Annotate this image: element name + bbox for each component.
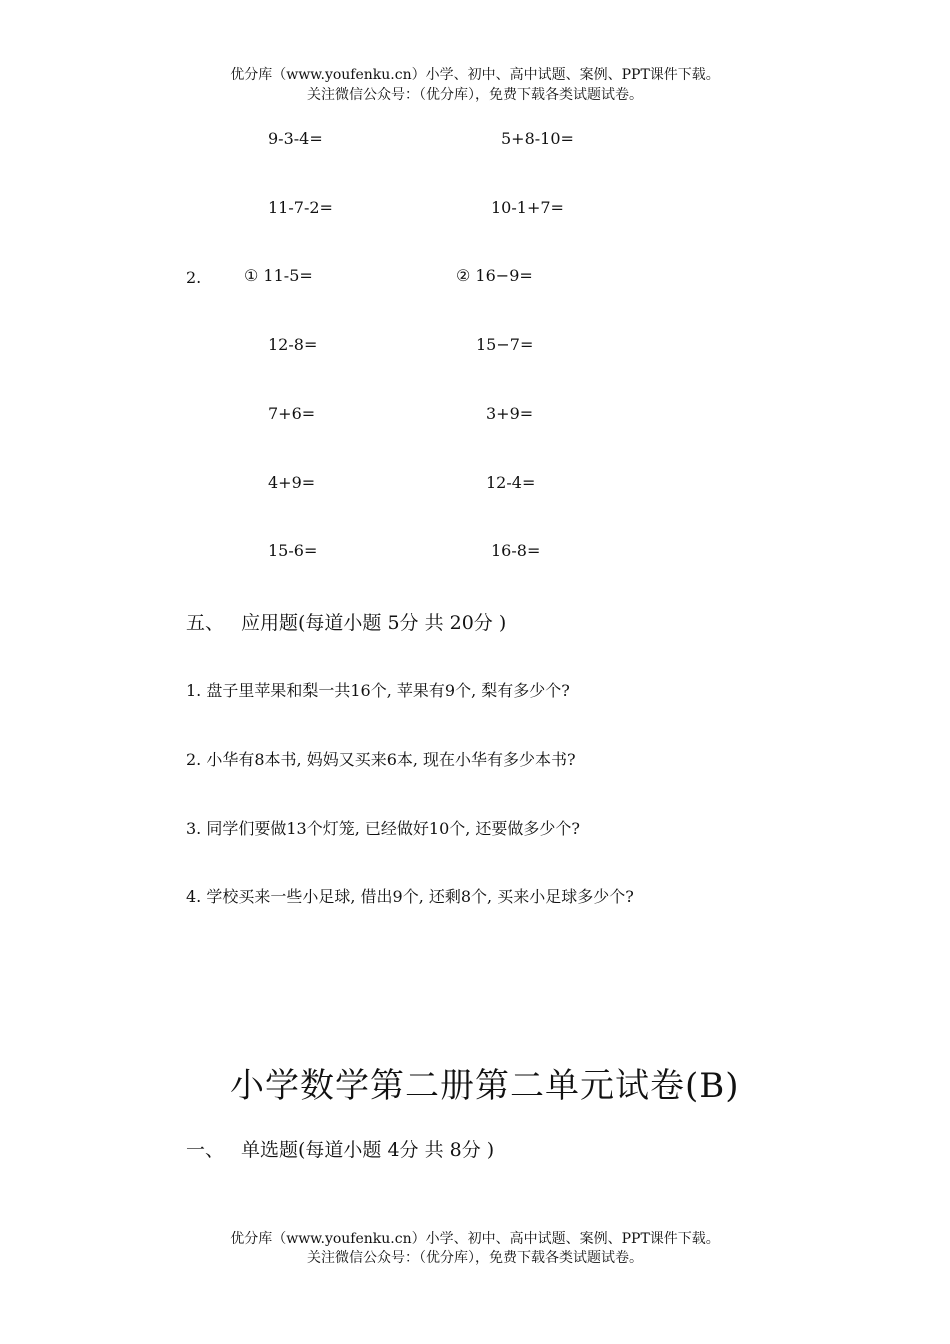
question-number: 2.	[186, 268, 202, 287]
equation: 7+6=	[268, 404, 316, 423]
word-problem: 3. 同学们要做13个灯笼, 已经做好10个, 还要做多少个?	[186, 819, 580, 838]
word-problem: 4. 学校买来一些小足球, 借出9个, 还剩8个, 买来小足球多少个?	[186, 887, 634, 906]
equation: 5+8-10=	[501, 129, 574, 148]
equation: 10-1+7=	[491, 198, 564, 217]
footer-line-2: 关注微信公众号：（优分库），免费下载各类试题试卷。	[307, 1250, 643, 1266]
paper-title: 小学数学第二册第二单元试卷(B)	[230, 1066, 740, 1106]
word-problem: 2. 小华有8本书, 妈妈又买来6本, 现在小华有多少本书?	[186, 750, 576, 769]
equation: 15−7=	[476, 335, 534, 354]
equation: 11-7-2=	[268, 198, 333, 217]
header-line-2: 关注微信公众号：（优分库），免费下载各类试题试卷。	[307, 87, 643, 103]
section-title: 单选题(每道小题 4分 共 8分 )	[241, 1139, 495, 1161]
footer-line-1: 优分库（www.youfenku.cn）小学、初中、高中试题、案例、PPT课件下载。	[230, 1231, 720, 1247]
section-number: 一、	[186, 1139, 225, 1161]
equation: 3+9=	[486, 404, 534, 423]
equation: 15-6=	[268, 541, 318, 560]
equation: ① 11-5=	[244, 266, 313, 285]
equation: 12-8=	[268, 335, 318, 354]
word-problem: 1. 盘子里苹果和梨一共16个, 苹果有9个, 梨有多少个?	[186, 681, 570, 700]
equation: ② 16−9=	[456, 266, 533, 285]
header-line-1: 优分库（www.youfenku.cn）小学、初中、高中试题、案例、PPT课件下载。	[230, 67, 720, 83]
equation: 12-4=	[486, 473, 536, 492]
section-number: 五、	[186, 612, 225, 634]
equation: 16-8=	[491, 541, 541, 560]
equation: 9-3-4=	[268, 129, 323, 148]
equation: 4+9=	[268, 473, 316, 492]
section-title: 应用题(每道小题 5分 共 20分 )	[241, 612, 507, 634]
